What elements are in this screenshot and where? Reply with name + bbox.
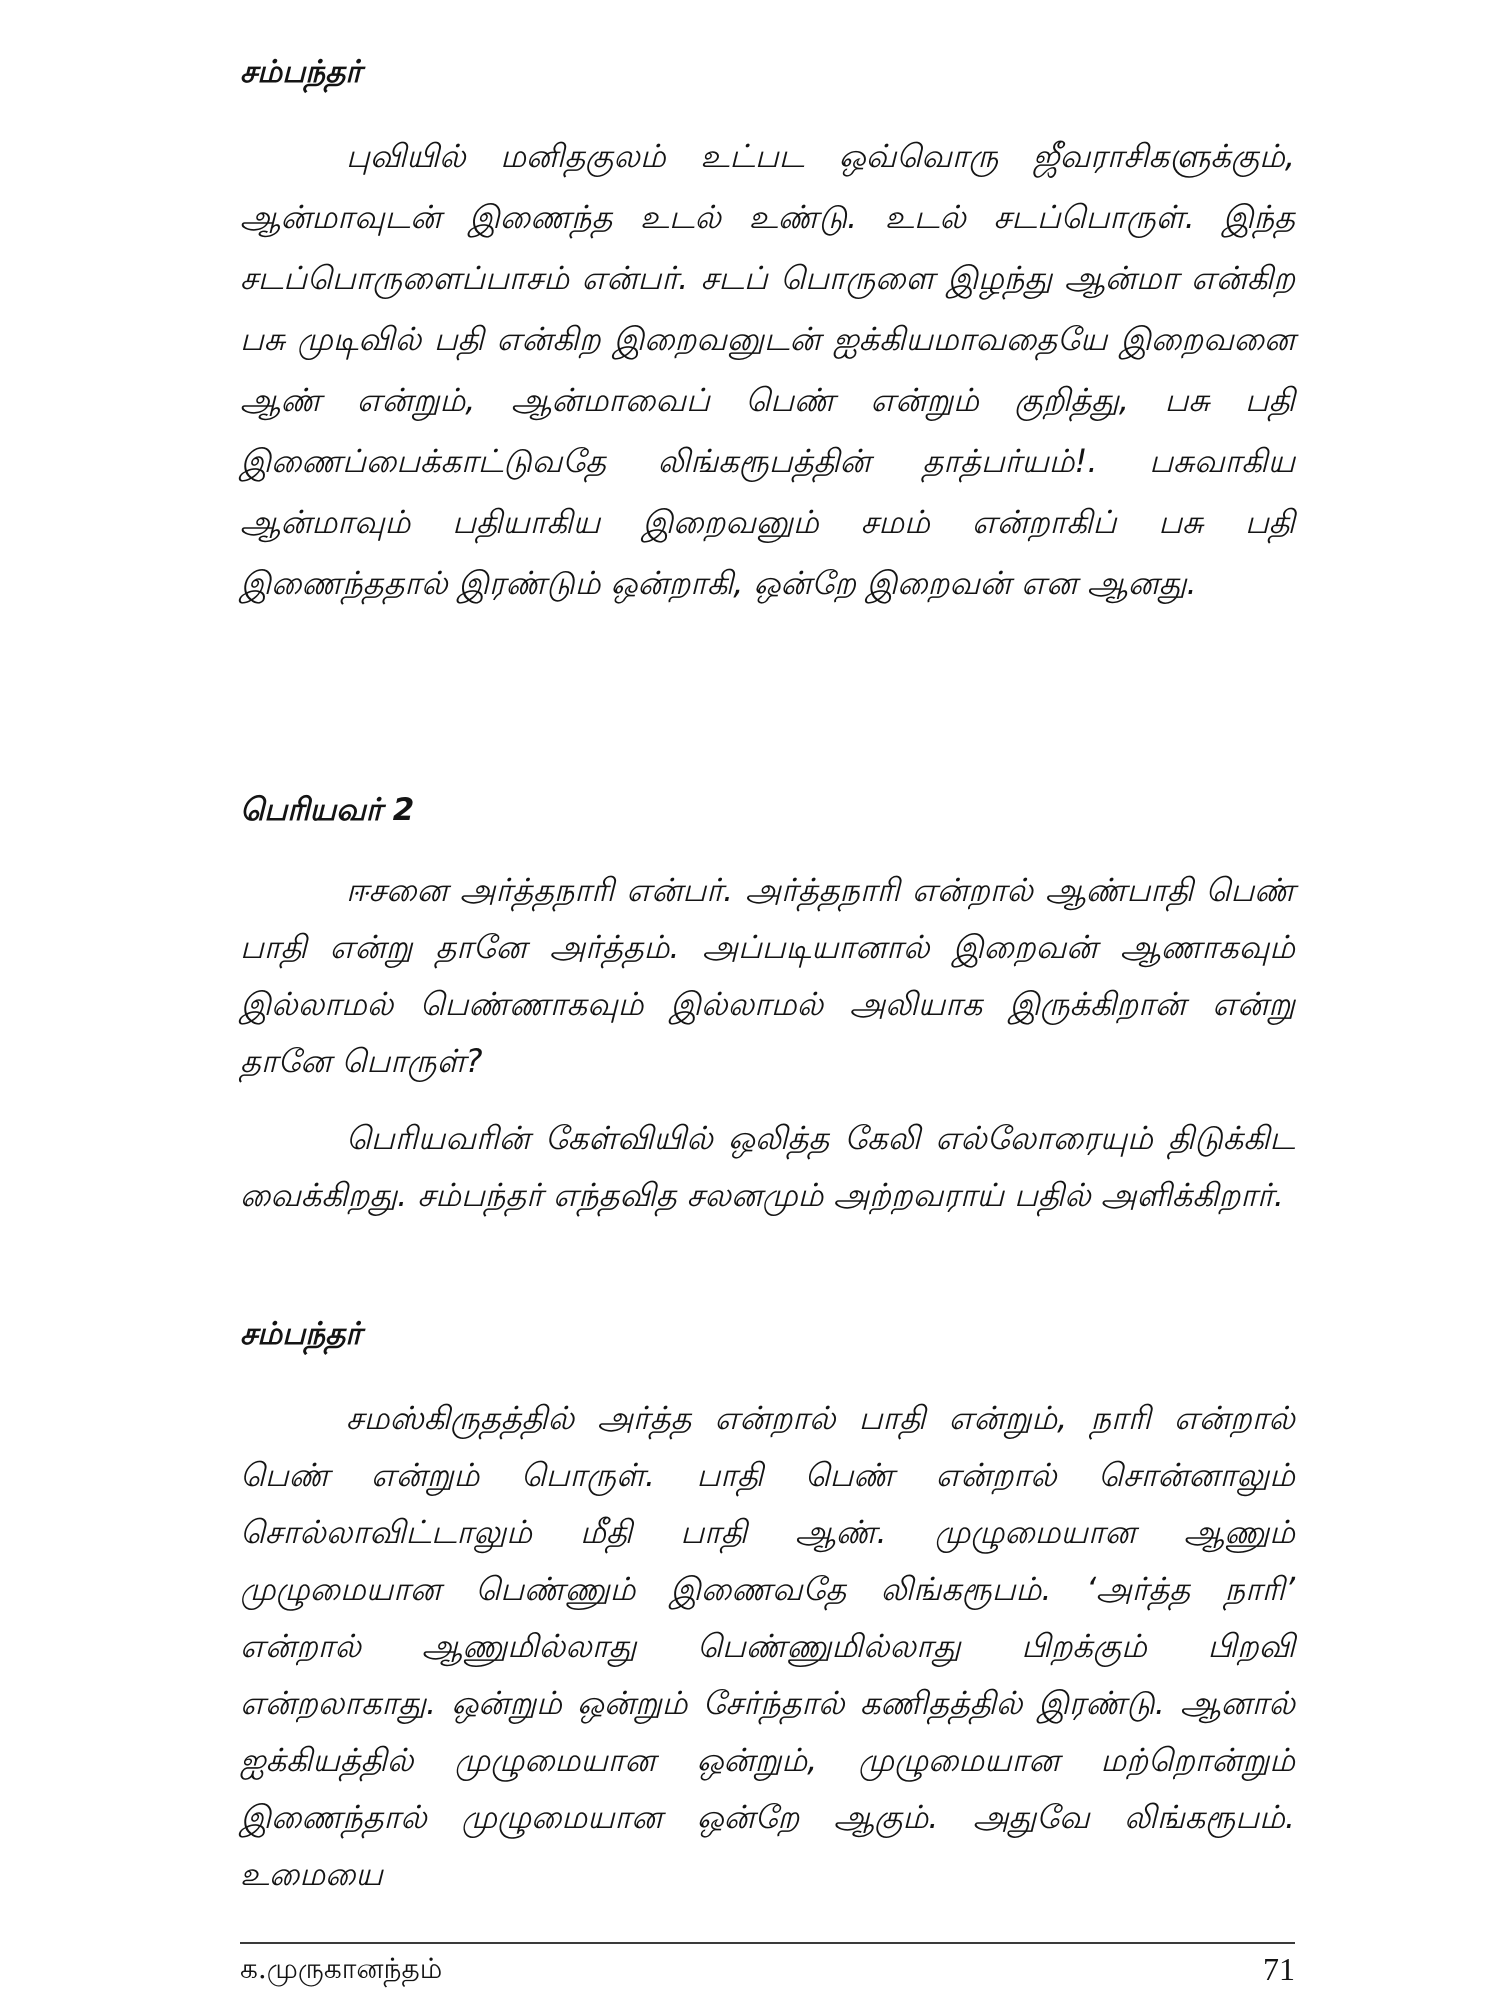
paragraph-narration: பெரியவரின் கேள்வியில் ஒலித்த கேலி எல்லோரையும் திடுக்கிட வைக்கிறது. சம்பந்தர் எந்தவித சலனமும் அற்றவராய் பதில் அளிக்கிறார்.	[240, 1119, 1295, 1214]
speaker-heading-periyavar-2: பெரியவர் 2	[240, 792, 415, 828]
speaker-heading-sambandar-2: சம்பந்தர்	[240, 1316, 362, 1352]
footer-author: க.முருகானந்தம்	[240, 1952, 443, 1985]
footer-divider	[240, 1942, 1295, 1944]
paragraph-sambandar-1: புவியில் மனிதகுலம் உட்பட ஒவ்வொரு ஜீவராசிகளுக்கும், ஆன்மாவுடன் இணைந்த உடல் உண்டு. உடல் சடப்பொருள். இந்த சடப்பொருளைப்பாசம் என்பர். சடப் பொருளை இழந்து ஆன்மா என்கிற பசு முடிவில் பதி என்கிற இறைவனுடன் ஐக்கியமாவதையே இறைவனை ஆண் என்றும், ஆன்மாவைப் பெண் என்றும் குறித்து, பசு பதி இணைப்பைக்காட்டுவதே லிங்கரூபத்தின் தாத்பர்யம்!. பசுவாகிய ஆன்மாவும் பதியாகிய இறைவனும் சமம் என்றாகிப் பசு பதி இணைந்ததால் இரண்டும் ஒன்றாகி, ஒன்றே இறைவன் என ஆனது.	[240, 137, 1295, 602]
speaker-heading-sambandar-1: சம்பந்தர்	[240, 54, 362, 90]
paragraph-periyavar-question: ஈசனை அர்த்தநாரி என்பர். அர்த்தநாரி என்றால் ஆண்பாதி பெண் பாதி என்று தானே அர்த்தம். அப்படியானால் இறைவன் ஆணாகவும் இல்லாமல் பெண்ணாகவும் இல்லாமல் அலியாக இருக்கிறான் என்று தானே பொருள்?	[240, 871, 1295, 1080]
paragraph-sambandar-2: சமஸ்கிருதத்தில் அர்த்த என்றால் பாதி என்றும், நாரி என்றால் பெண் என்றும் பொருள். பாதி பெண் என்றால் சொன்னாலும் சொல்லாவிட்டாலும் மீதி பாதி ஆண். முழுமையான ஆணும் முழுமையான பெண்ணும் இணைவதே லிங்கரூபம். ‘அர்த்த நாரி’ என்றால் ஆணுமில்லாது பெண்ணுமில்லாது பிறக்கும் பிறவி என்றலாகாது. ஒன்றும் ஒன்றும் சேர்ந்தால் கணிதத்தில் இரண்டு. ஆனால் ஐக்கியத்தில் முழுமையான ஒன்றும், முழுமையான மற்றொன்றும் இணைந்தால் முழுமையான ஒன்றே ஆகும். அதுவே லிங்கரூபம். உமையை	[240, 1399, 1295, 1893]
page-number: 71	[1263, 1951, 1295, 1987]
